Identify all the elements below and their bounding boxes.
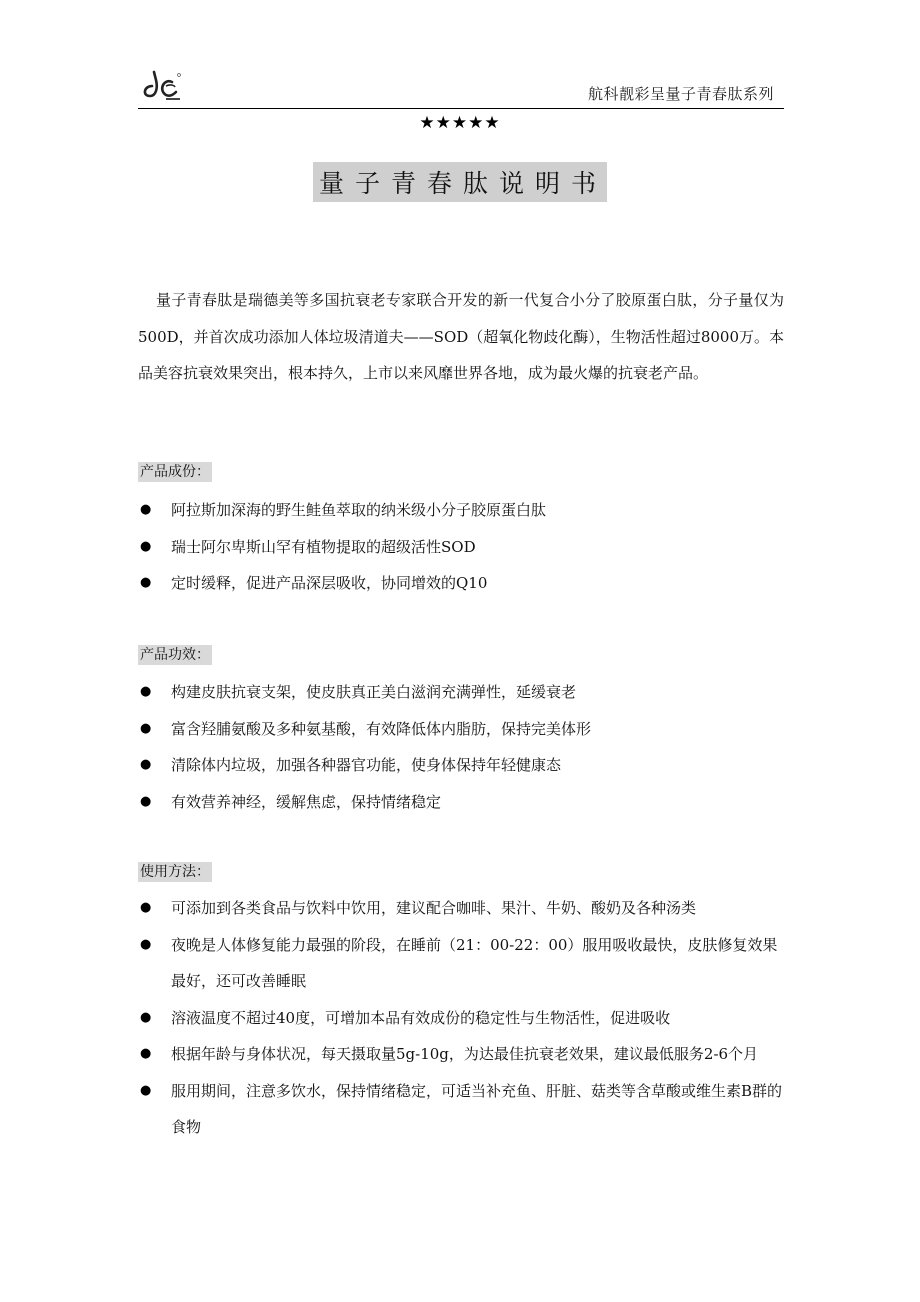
bullet-icon: ●: [140, 502, 152, 517]
list-item: [138, 529, 784, 566]
list-item: [138, 711, 784, 748]
list-item: [138, 492, 784, 529]
ingredients-list: [138, 492, 784, 602]
list-item-text: 服用期间，注意多饮水，保持情绪稳定，可适当补充鱼、肝脏、菇类等含草酸或维生素B群的食物: [171, 1081, 783, 1136]
list-item: [138, 565, 784, 602]
bullet-icon: ●: [140, 1046, 152, 1061]
bullet-icon: ●: [140, 684, 152, 699]
bullet-icon: ●: [140, 1082, 152, 1098]
effects-heading: 产品功效：: [140, 647, 210, 663]
list-item: [138, 674, 784, 711]
list-item-text: 富含羟脯氨酸及多种氨基酸，有效降低体内脂肪，保持完美体形: [171, 719, 592, 738]
list-item: [138, 890, 784, 927]
bullet-icon: ●: [140, 793, 152, 809]
bullet-icon: ●: [140, 936, 152, 952]
list-item-text: 根据年龄与身体状况，每天摄取量5g-10g，为达最佳抗衰老效果，建议最低服务2-6个月: [171, 1045, 759, 1063]
list-item-text: 瑞士阿尔卑斯山罕有植物提取的超级活性SOD: [171, 537, 476, 556]
company-logo-icon: [138, 60, 198, 104]
title-container: [0, 162, 920, 202]
list-item: [138, 927, 784, 1000]
effects-list: [138, 674, 784, 820]
list-item-text: 阿拉斯加深海的野生鲑鱼萃取的纳米级小分子胶原蛋白肽: [171, 501, 547, 519]
bullet-icon: ●: [140, 720, 152, 736]
list-item-text: 定时缓释，促进产品深层吸收，协同增效的Q10: [171, 574, 488, 592]
bullet-icon: ●: [140, 900, 152, 915]
usage-heading: 使用方法：: [140, 864, 210, 880]
list-item-text: 可添加到各类食品与饮料中饮用，建议配合咖啡、果汁、牛奶、酸奶及各种汤类: [171, 899, 697, 917]
bullet-icon: ●: [140, 1009, 152, 1025]
rating-stars: ★★★★★: [419, 113, 501, 133]
list-item: [138, 1073, 784, 1146]
header-series-title: 航科靓彩呈量子青春肽系列: [587, 85, 774, 103]
list-item-text: 清除体内垃圾，加强各种器官功能，使身体保持年轻健康态: [171, 756, 562, 774]
usage-list: [138, 890, 784, 1146]
list-item-text: 有效营养神经，缓解焦虑，保持情绪稳定: [171, 792, 442, 811]
list-item-text: 夜晚是人体修复能力最强的阶段，在睡前（21：00-22：00）服用吸收最快，皮肤修复效果最好，还可改善睡眠: [171, 935, 778, 990]
list-item: [138, 747, 784, 784]
list-item: [138, 1036, 784, 1073]
ingredients-heading: 产品成份：: [140, 464, 210, 480]
list-item: [138, 1000, 784, 1037]
list-item-text: 构建皮肤抗衰支架，使皮肤真正美白滋润充满弹性，延缓衰老: [171, 683, 577, 701]
list-item: [138, 784, 784, 821]
intro-paragraph: 量子青春肽是瑞德美等多国抗衰老专家联合开发的新一代复合小分了胶原蛋白肽，分子量仅为500D，并首次成功添加人体垃圾清道夫——SOD（超氧化物歧化酶），生物活性超过8000万。本品美容抗衰效果突出，根本持久，上市以来风靡世界各地，成为最火爆的抗衰老产品。: [138, 291, 784, 382]
bullet-icon: ●: [140, 538, 152, 554]
list-item-text: 溶液温度不超过40度，可增加本品有效成份的稳定性与生物活性，促进吸收: [171, 1008, 671, 1027]
bullet-icon: ●: [140, 757, 152, 772]
bullet-icon: ●: [140, 575, 152, 590]
document-title: 量子青春肽说明书: [313, 162, 607, 202]
page-header: [138, 60, 784, 109]
